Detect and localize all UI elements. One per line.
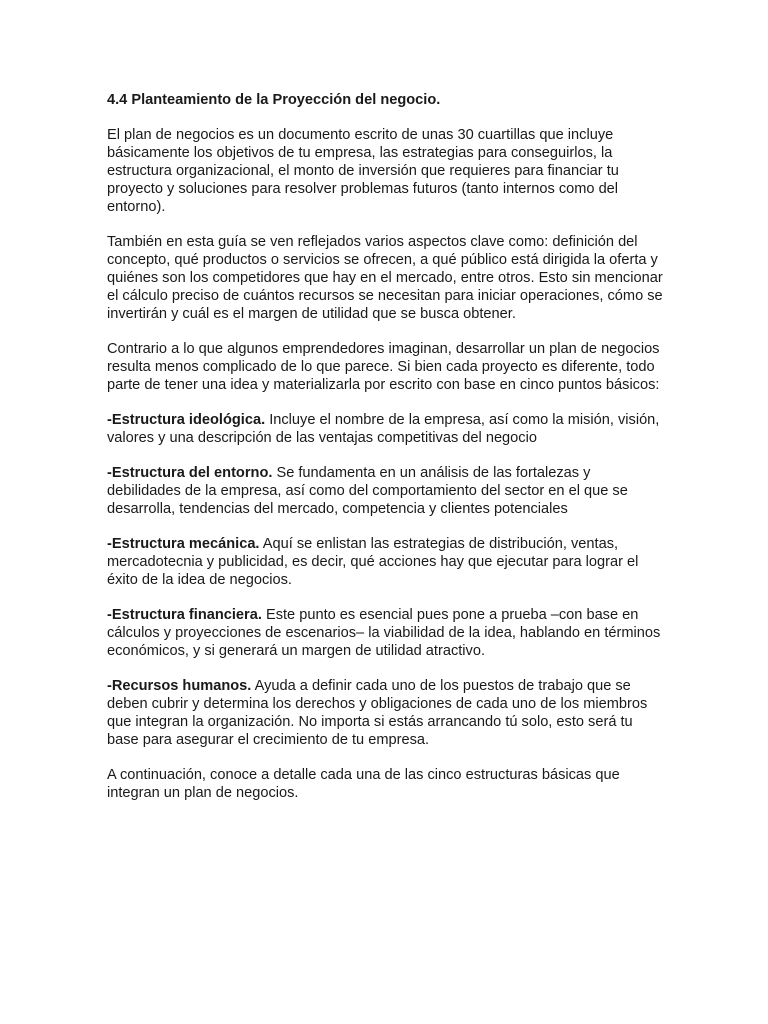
point-financial-structure — [107, 606, 667, 660]
point-text: Se fundamenta en un análisis de las fortalezas y debilidades de la empresa, así como del comportamiento del sector en el que se desarrolla, tendencias del mercado, competencia y clientes potenciales — [107, 465, 628, 517]
point-mechanical-structure — [107, 535, 667, 589]
section-heading: 4.4 Planteamiento de la Proyección del negocio. — [107, 92, 441, 108]
point-text: Ayuda a definir cada uno de los puestos de trabajo que se deben cubrir y determina los derechos y obligaciones de cada uno de los miembros que integran la organización. No importa si estás arrancando tú solo, esto será tu base para asegurar el crecimiento de tu empresa. — [107, 678, 648, 748]
paragraph-five-points: Contrario a lo que algunos emprendedores imaginan, desarrollar un plan de negocios resulta menos complicado de lo que parece. Si bien cada proyecto es diferente, todo parte de tener una idea y materializarla por escrito con base en cinco puntos básicos: — [107, 341, 660, 393]
point-text: Este punto es esencial pues pone a prueba –con base en cálculos y proyecciones de escenarios– la viabilidad de la idea, hablando en términos económicos, y si generará un margen de utilidad atractivo. — [107, 607, 661, 659]
paragraph-intro: El plan de negocios es un documento escrito de unas 30 cuartillas que incluye básicamente los objetivos de tu empresa, las estrategias para conseguirlos, la estructura organizacional, el monto de inversión que requieres para financiar tu proyecto y soluciones para resolver problemas futuros (tanto internos como del entorno). — [107, 127, 619, 215]
point-term: -Estructura mecánica. — [107, 536, 260, 552]
point-term: -Estructura ideológica. — [107, 412, 266, 428]
paragraph-closing: A continuación, conoce a detalle cada una de las cinco estructuras básicas que integran un plan de negocios. — [107, 767, 620, 801]
point-environment-structure — [107, 464, 667, 518]
point-term: -Estructura financiera. — [107, 607, 262, 623]
document-page — [107, 91, 667, 819]
point-term: -Estructura del entorno. — [107, 465, 273, 481]
point-text: Incluye el nombre de la empresa, así como la misión, visión, valores y una descripción de las ventajas competitivas del negocio — [107, 412, 660, 446]
paragraph-aspects: También en esta guía se ven reflejados varios aspectos clave como: definición del concepto, qué productos o servicios se ofrecen, a qué público está dirigida la oferta y quiénes son los competidores que hay en el mercado, entre otros. Esto sin mencionar el cálculo preciso de cuántos recursos se necesitan para iniciar operaciones, cómo se invertirán y cuál es el margen de utilidad que se busca obtener. — [107, 234, 663, 322]
point-human-resources — [107, 677, 667, 749]
point-term: -Recursos humanos. — [107, 678, 252, 694]
point-text: Aquí se enlistan las estrategias de distribución, ventas, mercadotecnia y publicidad, es decir, qué acciones hay que ejecutar para lograr el éxito de la idea de negocios. — [107, 536, 639, 588]
point-ideological-structure — [107, 411, 667, 447]
